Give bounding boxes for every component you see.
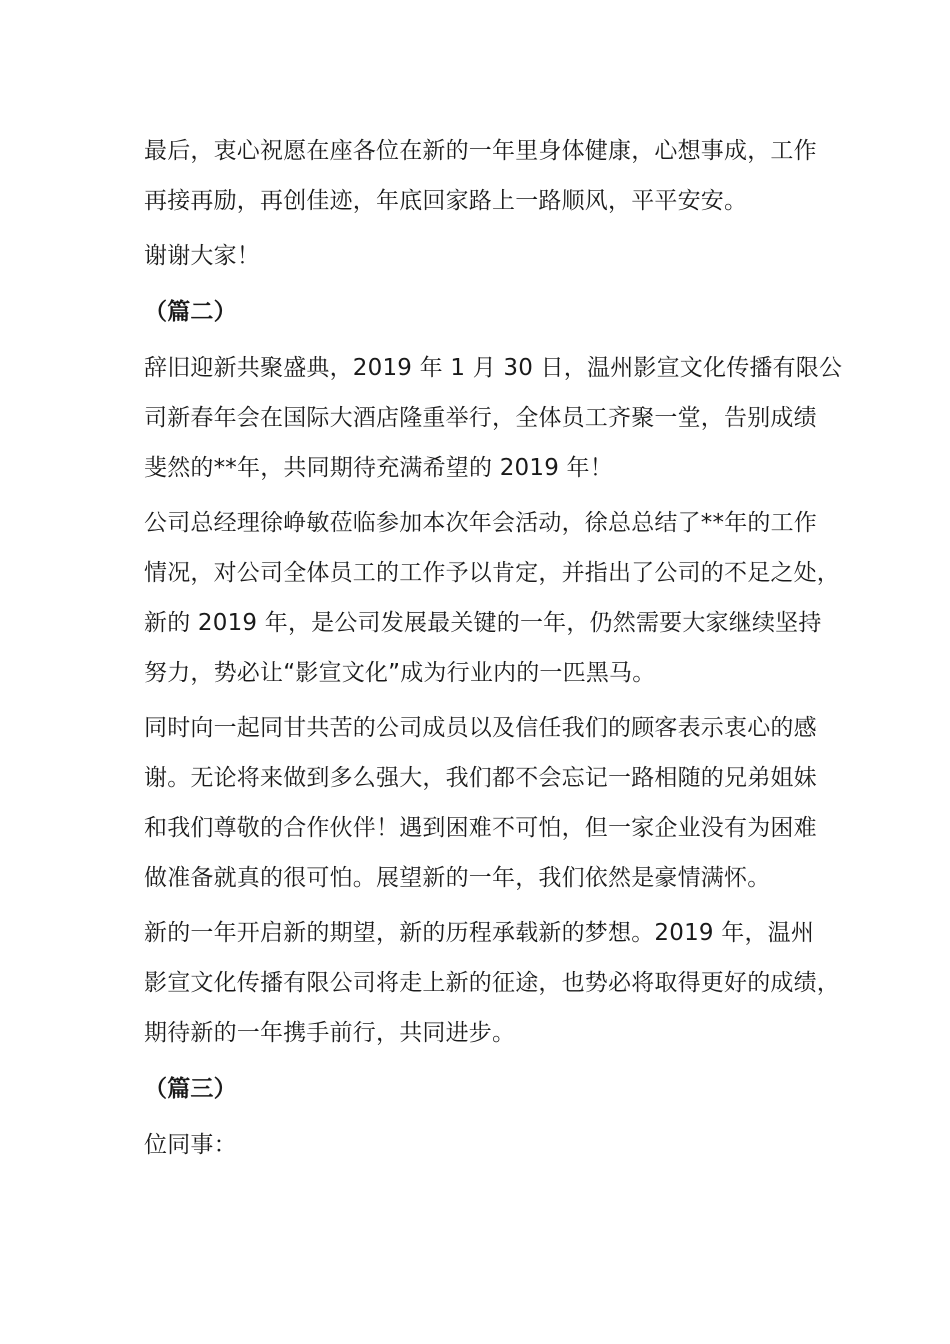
paragraph-gratitude-line-4: 做准备就真的很可怕。展望新的一年，我们依然是豪情满怀。 — [144, 865, 771, 891]
paragraph-gratitude-line-3: 和我们尊敬的合作伙伴！遇到困难不可怕，但一家企业没有为困难 — [144, 815, 817, 841]
paragraph-future-line-2: 影宣文化传播有限公司将走上新的征途，也势必将取得更好的成绩， — [144, 970, 840, 996]
paragraph-gratitude-line-1: 同时向一起同甘共苦的公司成员以及信任我们的顾客表示衷心的感 — [144, 715, 817, 741]
paragraph-manager-line-1: 公司总经理徐峥敏莅临参加本次年会活动，徐总总结了**年的工作 — [144, 510, 817, 536]
paragraph-event-line-3: 斐然的**年，共同期待充满希望的 2019 年！ — [144, 455, 613, 481]
paragraph-future-line-1: 新的一年开启新的期望，新的历程承载新的梦想。2019 年，温州 — [144, 920, 815, 946]
section-heading-part-two: （篇二） — [144, 299, 237, 325]
paragraph-event-line-1: 辞旧迎新共聚盛典，2019 年 1 月 30 日，温州影宣文化传播有限公 — [144, 355, 843, 381]
thanks-line: 谢谢大家！ — [144, 243, 260, 269]
paragraph-event-line-2: 司新春年会在国际大酒店隆重举行，全体员工齐聚一堂，告别成绩 — [144, 405, 817, 431]
paragraph-gratitude-line-2: 谢。无论将来做到多么强大，我们都不会忘记一路相随的兄弟姐妹 — [144, 765, 817, 791]
paragraph-manager-line-4: 努力，势必让“影宣文化”成为行业内的一匹黑马。 — [144, 660, 656, 686]
paragraph-future-line-3: 期待新的一年携手前行，共同进步。 — [144, 1020, 516, 1046]
salutation-line: 位同事： — [144, 1132, 237, 1158]
paragraph-manager-line-3: 新的 2019 年，是公司发展最关键的一年，仍然需要大家继续坚持 — [144, 610, 822, 636]
paragraph-closing-line-2: 再接再励，再创佳迹，年底回家路上一路顺风，平平安安。 — [144, 188, 748, 214]
section-heading-part-three: （篇三） — [144, 1076, 237, 1102]
paragraph-manager-line-2: 情况，对公司全体员工的工作予以肯定，并指出了公司的不足之处， — [144, 560, 840, 586]
paragraph-closing-line-1: 最后，衷心祝愿在座各位在新的一年里身体健康，心想事成，工作 — [144, 138, 817, 164]
